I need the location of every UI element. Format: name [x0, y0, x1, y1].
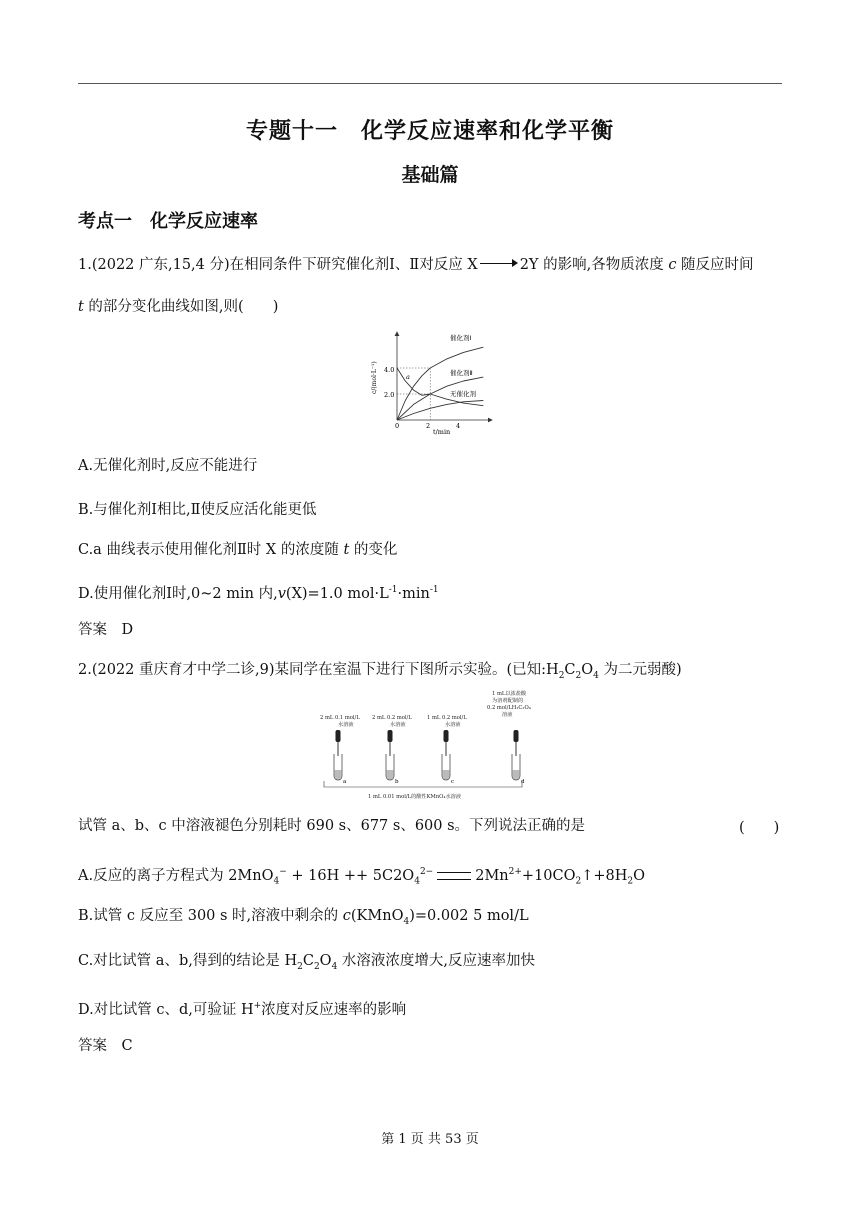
- q1-option-a: A.无催化剂时,反应不能进行: [78, 458, 258, 474]
- q2-option-d: D.对比试管 c、d,可验证 H+浓度对反应速率的影响: [78, 1001, 407, 1018]
- section-heading: 考点一 化学反应速率: [78, 211, 258, 232]
- tube-d-label-2: 为溶剂配制的: [492, 698, 524, 704]
- q2-line2: 试管 a、b、c 中溶液褪色分别耗时 690 s、677 s、600 s。下列说法正确的是: [78, 818, 586, 834]
- page-title: 专题十一 化学反应速率和化学平衡: [245, 119, 614, 144]
- tube-c-sublabel: 水溶液: [445, 722, 461, 728]
- chart1-label-nocat: 无催化剂: [450, 390, 476, 398]
- q2-option-c: C.对比试管 a、b,得到的结论是 $H_2C_2O_4$ 水溶液浓度增大,反应速率加快: [78, 953, 536, 972]
- tube-letter-a: a: [343, 779, 347, 785]
- top-rule: [78, 83, 782, 84]
- chart1-xtick-2: 2: [426, 422, 431, 430]
- test-tube-b: [386, 730, 399, 785]
- tube-b-sublabel: 水溶液: [390, 722, 406, 728]
- chart1-label-a: a: [406, 373, 410, 381]
- chart1-label-cat1: 催化剂Ⅰ: [450, 334, 472, 342]
- fig2-bracket: [324, 781, 522, 787]
- q1-stem-line1: 1.(2022 广东,15,4 分)在相同条件下研究催化剂Ⅰ、Ⅱ对反应 X 2Y 的影响,各物质浓度 c 随反应时间: [78, 257, 754, 273]
- q2-answer: 答案 C: [78, 1038, 133, 1054]
- reaction-arrow-icon: [478, 259, 520, 269]
- q1-option-d: D.使用催化剂Ⅰ时,0~2 min 内,v(X)=1.0 $mol\cdot L^{-1}\cdot\min^{-1}$: [78, 585, 439, 602]
- chart1-ylabel: c/(mol·L⁻¹): [371, 361, 378, 394]
- page-subtitle: 基础篇: [401, 164, 459, 186]
- tube-a-sublabel: 水溶液: [338, 722, 354, 728]
- tube-a-label: 2 mL 0.1 mol/L: [320, 715, 360, 721]
- q1-option-c: C.a 曲线表示使用催化剂Ⅱ时 X 的浓度随 t 的变化: [78, 542, 398, 558]
- test-tube-a: [334, 730, 347, 785]
- q1-stem-line2: t 的部分变化曲线如图,则( ): [78, 299, 279, 315]
- q2-answer-paren: ( ): [739, 820, 780, 836]
- chart1-ytick-4: 4.0: [384, 366, 395, 374]
- tube-letter-b: b: [395, 779, 399, 785]
- test-tube-d: [512, 730, 525, 785]
- test-tube-c: [442, 730, 454, 785]
- chart1-ytick-2: 2.0: [384, 391, 395, 399]
- tube-d-label-1: 1 mL以浓盐酸: [492, 691, 527, 697]
- q2-stem: 2.(2022 重庆育才中学二诊,9)某同学在室温下进行下图所示实验。(已知$:H_2C_2O_4$ 为二元弱酸): [78, 662, 682, 681]
- chart1-series-0: [397, 347, 483, 420]
- chart1-series-1: [397, 377, 483, 420]
- chart1-xtick-0: 0: [395, 422, 400, 430]
- q2-option-a: A.反应的离子方程式为 $2MnO_4^- + 16H ++ 5C2O_4^{2-}$ $2Mn^{2+}+10CO_2↑+8H_2O$: [78, 867, 646, 887]
- tube-b-label: 2 mL 0.2 mol/L: [372, 715, 412, 721]
- tube-d-label-4: 溶液: [502, 712, 513, 718]
- chart1-label-cat2: 催化剂Ⅱ: [450, 369, 473, 377]
- q1-concentration-chart: [362, 328, 498, 436]
- fig2-bottom-label: 1 mL 0.01 mol/L的酸性KMnO₄水溶液: [368, 794, 462, 800]
- q1-answer: 答案 D: [78, 622, 134, 638]
- chart1-xtick-4: 4: [456, 422, 461, 430]
- equal-sign-icon: [437, 872, 471, 880]
- q2-experiment-figure: [316, 686, 546, 802]
- page-footer: 第 1 页 共 53 页: [381, 1132, 479, 1147]
- tube-letter-c: c: [451, 779, 455, 785]
- q2-option-b: B.试管 c 反应至 300 s 时,溶液中剩余的 c(KMnO$_4$)=0.002 5 mol/L: [78, 908, 529, 927]
- q1-option-b: B.与催化剂Ⅰ相比,Ⅱ使反应活化能更低: [78, 502, 317, 518]
- tube-letter-d: d: [521, 779, 525, 785]
- chart1-xlabel: t/min: [433, 428, 451, 436]
- tube-d-label-3: 0.2 mol/LH₂C₂O₄: [487, 705, 531, 711]
- chart1-series-2: [397, 401, 483, 421]
- tube-c-label: 1 mL 0.2 mol/L: [427, 715, 467, 721]
